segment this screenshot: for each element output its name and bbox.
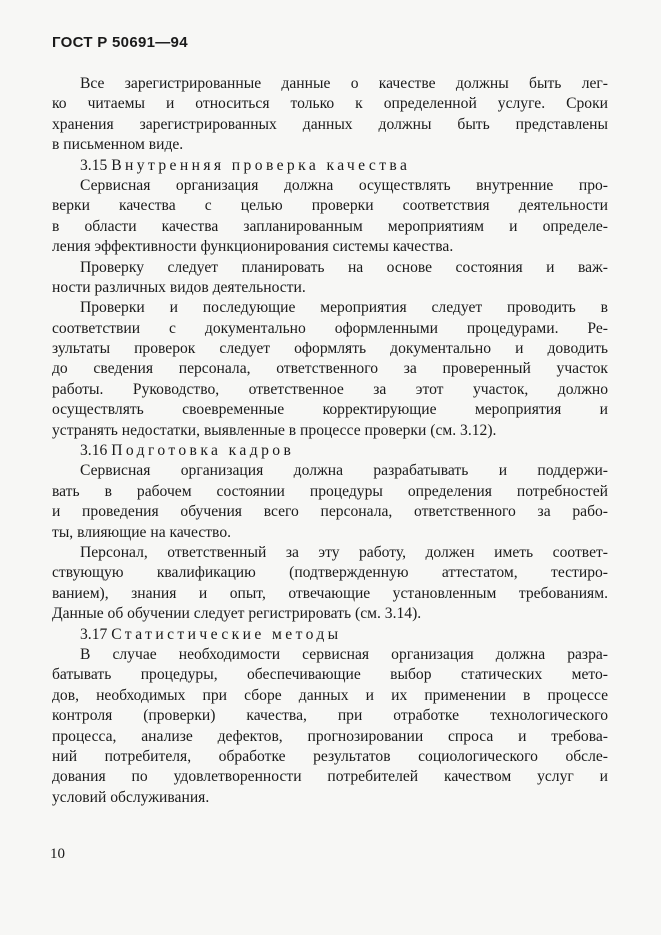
paragraph-internal-audit	[52, 176, 608, 258]
text-line: до сведения персонала, ответственного за проверенный участок	[52, 360, 608, 378]
section-title: Внутренняя проверка качества	[111, 156, 411, 174]
text-line: вать в рабочем состоянии процедуры определения потребностей	[52, 482, 608, 500]
paragraph-audit-procedures	[52, 298, 608, 441]
text-line: процесса, анализе дефектов, прогнозировании спроса и требова-	[52, 727, 608, 745]
text-line: и проведения обучения всего персонала, ответственного за рабо-	[52, 503, 608, 521]
text-line: ний потребителя, обработке результатов социологического обсле-	[52, 747, 608, 765]
paragraph-records	[52, 74, 608, 156]
text-line: условий обслуживания.	[52, 788, 210, 806]
section-title: Подготовка кадров	[111, 442, 295, 460]
text-line: В случае необходимости сервисная организация должна разра-	[80, 645, 608, 663]
page-number: 10	[50, 846, 65, 862]
text-line: контроля (проверки) качества, при отработке технологического	[52, 707, 608, 725]
text-line: Все зарегистрированные данные о качестве должны быть лег-	[80, 75, 608, 92]
text-line: в области качества запланированным мероприятиям и определе-	[52, 217, 608, 235]
text-line: осуществлять своевременные корректирующие мероприятия и	[52, 401, 608, 419]
text-line: дов, необходимых при сборе данных и их применении в процессе	[52, 686, 608, 704]
text-line: зультаты проверок следует оформлять документально и доводить	[52, 340, 608, 358]
text-line: ности различных видов деятельности.	[52, 278, 306, 296]
document-body	[52, 74, 608, 808]
text-line: Сервисная организация должна разрабатывать и поддержи-	[80, 462, 608, 480]
text-line: батывать процедуры, обеспечивающие выбор статических мето-	[52, 666, 608, 684]
section-title: Статистические методы	[111, 625, 342, 643]
text-line: ванием), знания и опыт, отвечающие установленным требованиям.	[52, 584, 608, 602]
text-line: Персонал, ответственный за эту работу, должен иметь соответ-	[80, 543, 608, 561]
text-line: Проверку следует планировать на основе состояния и важ-	[80, 258, 608, 276]
text-line: ления эффективности функционирования системы качества.	[52, 238, 454, 256]
section-number: 3.15	[80, 156, 108, 174]
text-line: в письменном виде.	[52, 136, 184, 154]
text-line: соответствии с документально оформленными процедурами. Ре-	[52, 319, 608, 337]
text-line: Проверки и последующие мероприятия следует проводить в	[80, 299, 608, 317]
text-line: верки качества с целью проверки соответствия деятельности	[52, 197, 608, 215]
section-heading-3-15	[52, 156, 608, 176]
paragraph-training	[52, 461, 608, 543]
text-line: дования по удовлетворенности потребителей качеством услуг и	[52, 768, 608, 786]
text-line: работы. Руководство, ответственное за этот участок, должно	[52, 380, 608, 398]
paragraph-statistical-methods	[52, 645, 608, 808]
document-header: ГОСТ Р 50691—94	[52, 34, 188, 51]
section-number: 3.17	[80, 625, 108, 643]
text-line: ствующую квалификацию (подтвержденную аттестатом, тестиро-	[52, 564, 608, 582]
paragraph-personnel-qualification	[52, 543, 608, 625]
text-line: Сервисная организация должна осуществлять внутренние про-	[80, 176, 608, 194]
text-line: ты, влияющие на качество.	[52, 523, 232, 541]
text-line: Данные об обучении следует регистрировать (см. 3.14).	[52, 605, 422, 623]
section-heading-3-17	[52, 625, 608, 645]
paragraph-audit-planning	[52, 258, 608, 299]
text-line: хранения зарегистрированных данных должны быть представлены	[52, 115, 608, 133]
text-line: устранять недостатки, выявленные в процессе проверки (см. 3.12).	[52, 421, 497, 439]
section-number: 3.16	[80, 442, 108, 460]
section-heading-3-16	[52, 441, 608, 461]
text-line: ко читаемы и относиться только к определенной услуге. Сроки	[52, 95, 608, 113]
